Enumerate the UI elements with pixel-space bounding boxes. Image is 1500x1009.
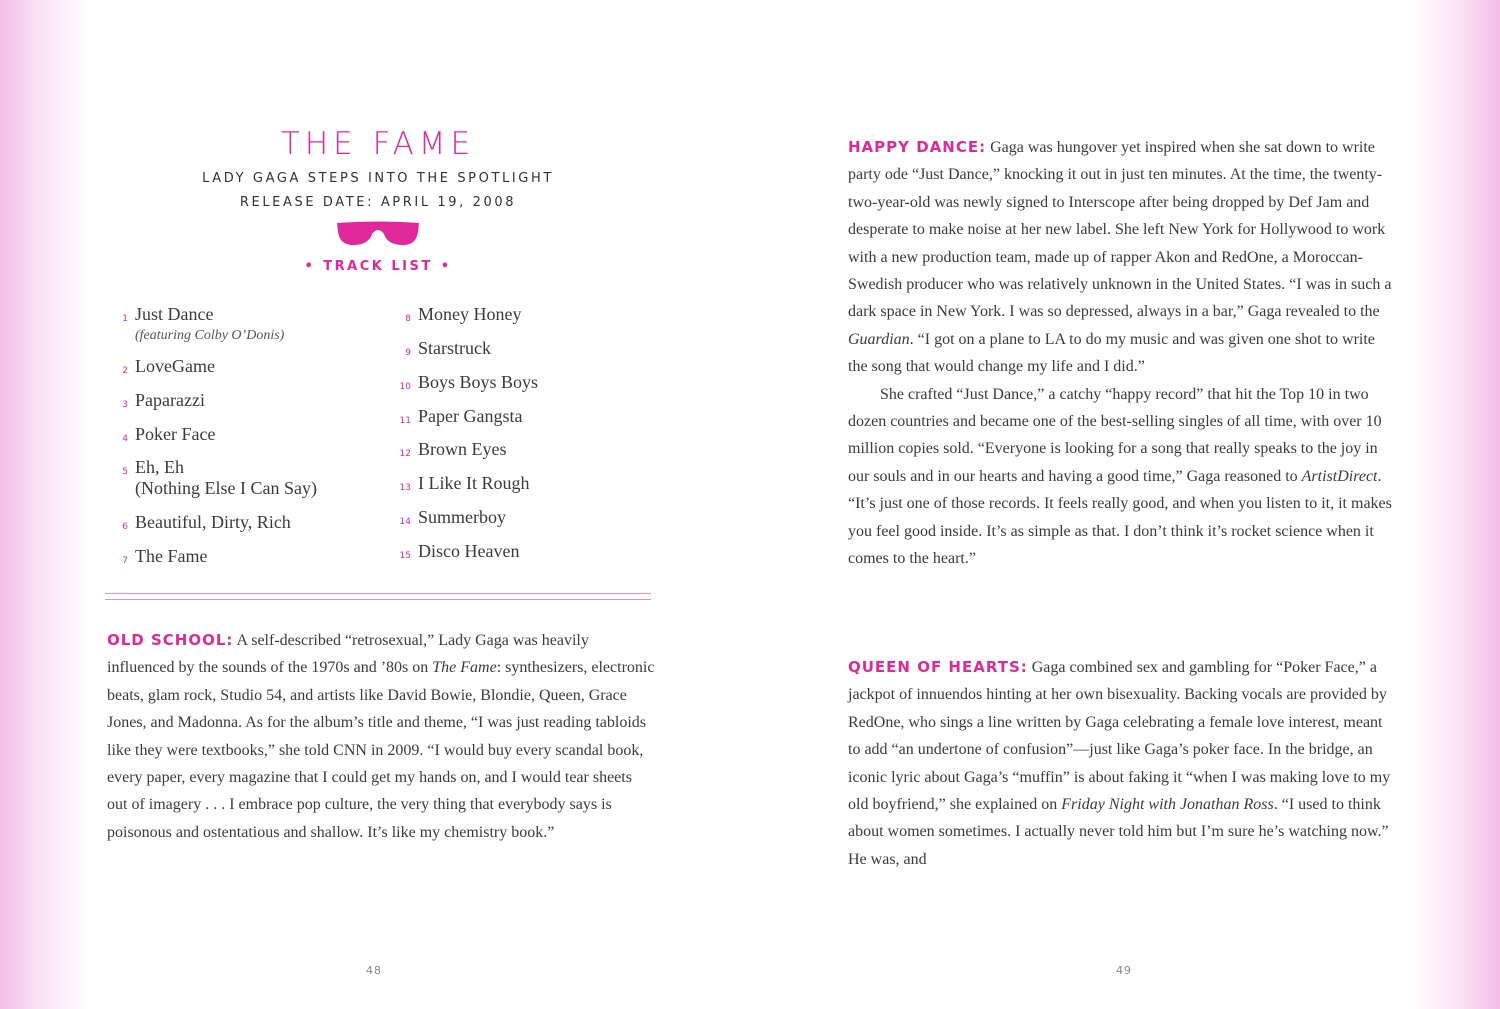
track-name: Starstruck bbox=[418, 338, 491, 358]
track-number: 13 bbox=[399, 483, 411, 493]
track-item bbox=[388, 372, 648, 394]
page-number: 49 bbox=[1116, 964, 1132, 977]
track-item bbox=[105, 424, 365, 446]
album-title-italic: The Fame bbox=[432, 659, 497, 677]
body-text: She crafted “Just Dance,” a catchy “happy record” that hit the Top 10 in two dozen countries and became one of the best-selling singles of all time, with over 10 million copies sold. “Everyone is looking for a song that really speaks to the joy in our souls and in our hearts and having a good time,” Gaga reasoned to bbox=[848, 385, 1382, 485]
track-name: Boys Boys Boys bbox=[418, 372, 539, 392]
track-number: 2 bbox=[122, 366, 128, 376]
track-item bbox=[105, 546, 365, 568]
track-item bbox=[388, 304, 648, 326]
track-item bbox=[105, 390, 365, 412]
track-name: Disco Heaven bbox=[418, 541, 520, 561]
track-name: Brown Eyes bbox=[418, 439, 507, 459]
track-item bbox=[105, 512, 365, 534]
publication-italic: Guardian bbox=[848, 330, 910, 348]
track-number: 7 bbox=[122, 556, 128, 566]
track-number: 14 bbox=[399, 517, 411, 527]
track-number: 15 bbox=[399, 551, 411, 561]
track-number: 9 bbox=[405, 348, 411, 358]
track-item bbox=[388, 439, 648, 461]
track-name: Poker Face bbox=[135, 424, 216, 444]
divider-rule bbox=[105, 593, 651, 594]
body-text: A self-described “retrosexual,” Lady Gaga was heavily influenced by the sounds of the 1970s and ’80s on bbox=[107, 632, 589, 677]
track-name-line2: (Nothing Else I Can Say) bbox=[135, 478, 317, 498]
track-name: Money Honey bbox=[418, 304, 522, 324]
track-name: Eh, Eh bbox=[135, 457, 184, 477]
section-lead: OLD SCHOOL: bbox=[107, 631, 234, 649]
track-name: Paper Gangsta bbox=[418, 406, 523, 426]
body-text: . “I got on a plane to LA to do my music and was given one shot to write the song that would change my life and I did.” bbox=[848, 330, 1375, 376]
queen-of-hearts-paragraph bbox=[848, 654, 1393, 873]
tracklist-label: TRACK LIST bbox=[323, 259, 433, 274]
track-number: 10 bbox=[399, 382, 411, 392]
body-text: . “It’s just one of those records. It feels really good, and when you listen to it, it makes you feel good inside. It’s as simple as that. I don’t think it’s rocket science when it comes to the heart.” bbox=[848, 467, 1392, 568]
track-item bbox=[388, 473, 648, 495]
section-lead: QUEEN OF HEARTS: bbox=[848, 658, 1028, 676]
chapter-subtitle: LADY GAGA STEPS INTO THE SPOTLIGHT bbox=[202, 171, 554, 186]
track-item bbox=[105, 356, 365, 378]
track-name: I Like It Rough bbox=[418, 473, 530, 493]
track-number: 12 bbox=[399, 449, 411, 459]
bullet-dot-icon: • bbox=[440, 259, 452, 274]
track-item bbox=[388, 406, 648, 428]
track-name: The Fame bbox=[135, 546, 208, 566]
body-text: : synthesizers, electronic beats, glam rock, Studio 54, and artists like David Bowie, Blondie, Queen, Grace Jones, and Madonna. As for the album’s title and theme, “I was just reading tabloids like they were textbooks,” she told CNN in 2009. “I would buy every scandal book, every paper, every magazine that I could get my hands on, and I would tear sheets out of imagery . . . I embrace pop culture, the very thing that everybody says is poisonous and ostentatious and shallow. It’s like my chemistry book.” bbox=[107, 659, 655, 841]
divider-rule bbox=[105, 599, 651, 600]
track-number: 1 bbox=[122, 314, 128, 324]
show-title-italic: Friday Night with Jonathan Ross bbox=[1061, 796, 1274, 814]
track-item bbox=[105, 304, 365, 344]
track-item bbox=[388, 541, 648, 563]
tracklist-heading bbox=[105, 259, 651, 274]
publication-italic: ArtistDirect bbox=[1301, 467, 1378, 485]
track-number: 8 bbox=[405, 314, 411, 324]
page-number: 48 bbox=[366, 964, 382, 977]
track-item bbox=[388, 338, 648, 360]
track-featuring: (featuring Colby O’Donis) bbox=[135, 328, 285, 343]
old-school-paragraph bbox=[107, 627, 655, 846]
chapter-title: THE FAME bbox=[280, 126, 476, 162]
track-number: 11 bbox=[399, 416, 411, 426]
section-lead: HAPPY DANCE: bbox=[848, 138, 987, 156]
body-text: Gaga combined sex and gambling for “Poker Face,” a jackpot of innuendos hinting at her own bisexuality. Backing vocals are provided by RedOne, who sings a line written by Gaga celebrating a female love interest, meant to add “an undertone of confusion”—just like Gaga’s poker face. In the bridge, an iconic lyric about Gaga’s “muffin” is about faking it “when I was making love to my old boyfriend,” she explained on bbox=[848, 659, 1391, 814]
track-number: 6 bbox=[122, 522, 128, 532]
track-name: Beautiful, Dirty, Rich bbox=[135, 512, 291, 532]
right-page bbox=[750, 0, 1500, 1009]
track-name: LoveGame bbox=[135, 356, 215, 376]
track-name: Just Dance bbox=[135, 304, 214, 324]
track-number: 4 bbox=[122, 434, 128, 444]
track-name: Paparazzi bbox=[135, 390, 205, 410]
bullet-dot-icon: • bbox=[304, 259, 316, 274]
track-number: 3 bbox=[122, 400, 128, 410]
release-date: RELEASE DATE: APRIL 19, 2008 bbox=[239, 195, 517, 210]
happy-dance-paragraph bbox=[848, 134, 1393, 573]
track-item bbox=[388, 507, 648, 529]
body-text: . “I used to think about women sometimes. I actually never told him but I’m sure he’s watching now.” He was, and bbox=[848, 796, 1389, 868]
track-name: Summerboy bbox=[418, 507, 506, 527]
track-item bbox=[105, 457, 365, 501]
sunglasses-icon bbox=[335, 219, 421, 249]
track-number: 5 bbox=[122, 467, 128, 477]
body-text: Gaga was hungover yet inspired when she sat down to write party ode “Just Dance,” knocking it out in just ten minutes. At the time, the twenty-two-year-old was newly signed to Interscope after being dropped by Def Jam and desperate to make noise at her new label. She left New York for Hollywood to work with a new production team, made up of rapper Akon and RedOne, a Moroccan-Swedish producer who was relatively unknown in the United States. “I was in such a dark space in New York. I was so depressed, always in a bar,” Gaga revealed to the bbox=[848, 139, 1392, 321]
